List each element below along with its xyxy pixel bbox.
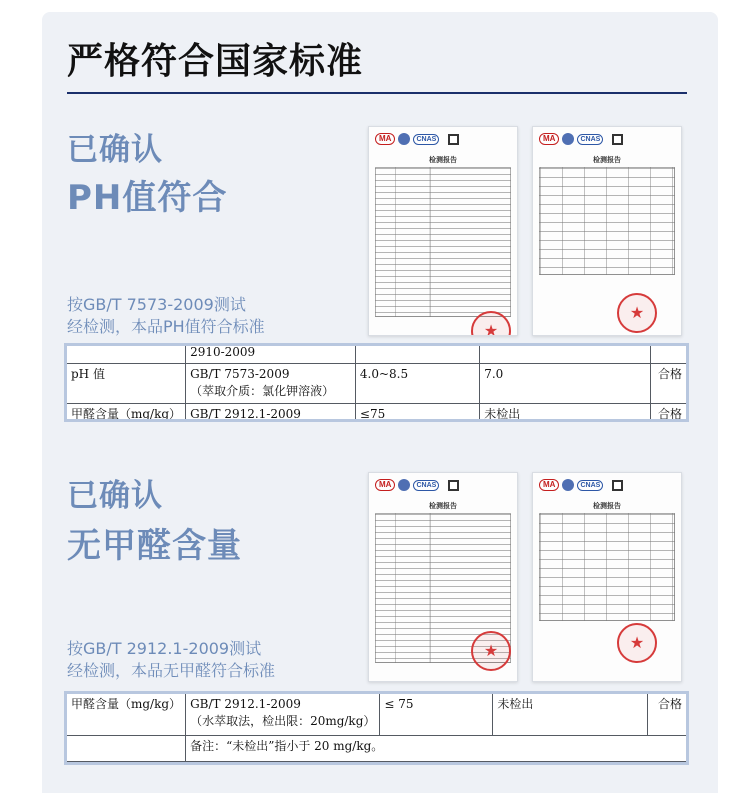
section2-title-small: 已确认 xyxy=(67,478,163,514)
section2-report-right xyxy=(532,472,682,682)
table-cell xyxy=(355,345,479,364)
table-cell xyxy=(67,736,186,762)
table-cell-verdict: 合格 xyxy=(651,404,687,421)
report-title: 检测报告 xyxy=(593,502,621,510)
ma-logo-icon: MA xyxy=(539,133,559,145)
qr-code-icon xyxy=(612,480,623,491)
section1-description xyxy=(67,294,265,338)
stamp-icon xyxy=(617,623,657,663)
cert-logos xyxy=(375,479,459,491)
section1-title-big: PH值符合 xyxy=(67,178,228,218)
cnas-logo-icon: CNAS xyxy=(413,480,439,491)
page-heading: 严格符合国家标准 xyxy=(67,41,364,82)
table-row xyxy=(67,345,687,364)
ma-logo-icon: MA xyxy=(375,479,395,491)
table-row xyxy=(67,364,687,404)
table-cell-limit: ≤ 75 xyxy=(380,694,493,736)
qr-code-icon xyxy=(448,134,459,145)
section2-table-crop xyxy=(66,693,687,763)
table-cell-standard xyxy=(186,694,380,736)
report-table-image xyxy=(375,167,511,317)
table-cell-result: 未检出 xyxy=(480,404,651,421)
table-row xyxy=(67,736,687,762)
table-cell xyxy=(480,345,651,364)
section1-desc-line1: 按GB/T 7573-2009测试 xyxy=(67,295,246,314)
section2-description xyxy=(67,638,275,682)
standard-line2: （萃取介质：氯化钾溶液） xyxy=(190,384,335,398)
cnas-logo-icon: CNAS xyxy=(577,480,603,491)
table-note: 备注：“未检出”指小于 20 mg/kg。 xyxy=(186,736,687,762)
table-row xyxy=(67,404,687,421)
cert-logos xyxy=(375,133,459,145)
table-cell-verdict: 合格 xyxy=(647,694,686,736)
cnas-logo-icon: CNAS xyxy=(413,134,439,145)
report-table-image xyxy=(539,167,675,275)
section1-report-left xyxy=(368,126,518,336)
standard-line2: （水萃取法，检出限：20mg/kg） xyxy=(190,714,376,728)
ilac-logo-icon xyxy=(562,133,574,145)
report-title: 检测报告 xyxy=(429,156,457,164)
stamp-icon xyxy=(617,293,657,333)
ilac-logo-icon xyxy=(398,479,410,491)
table-cell-result: 7.0 xyxy=(480,364,651,404)
section2-desc-line2: 经检测，本品无甲醛符合标准 xyxy=(67,661,276,680)
section1-test-table xyxy=(66,345,687,420)
ma-logo-icon: MA xyxy=(539,479,559,491)
table-cell-verdict: 合格 xyxy=(651,364,687,404)
stamp-icon xyxy=(471,631,511,671)
table-cell-limit: ≤75 xyxy=(355,404,479,421)
section1-table-crop xyxy=(66,345,687,420)
report-title: 检测报告 xyxy=(429,502,457,510)
cert-logos xyxy=(539,133,623,145)
section1-desc-line2: 经检测，本品PH值符合标准 xyxy=(67,317,265,336)
section1-report-right xyxy=(532,126,682,336)
table-cell-limit: 4.0~8.5 xyxy=(355,364,479,404)
section1-title-small: 已确认 xyxy=(67,132,163,168)
standard-line1: GB/T 7573-2009 xyxy=(190,367,290,381)
table-row xyxy=(67,694,687,736)
section2-desc-line1: 按GB/T 2912.1-2009测试 xyxy=(67,639,262,658)
cert-logos xyxy=(539,479,623,491)
table-cell-result: 未检出 xyxy=(493,694,648,736)
section2-report-left xyxy=(368,472,518,682)
table-cell: 2910-2009 xyxy=(186,345,356,364)
table-cell xyxy=(67,345,186,364)
section2-title-big: 无甲醛含量 xyxy=(67,526,242,566)
table-cell-item: pH 值 xyxy=(67,364,186,404)
table-cell-item: 甲醛含量（mg/kg） xyxy=(67,404,186,421)
qr-code-icon xyxy=(612,134,623,145)
qr-code-icon xyxy=(448,480,459,491)
standard-line1: GB/T 2912.1-2009 xyxy=(190,697,301,711)
table-cell-standard xyxy=(186,364,356,404)
table-cell-item: 甲醛含量（mg/kg） xyxy=(67,694,186,736)
ilac-logo-icon xyxy=(398,133,410,145)
ilac-logo-icon xyxy=(562,479,574,491)
heading-divider xyxy=(67,92,687,94)
report-title: 检测报告 xyxy=(593,156,621,164)
table-cell-standard: GB/T 2912.1-2009 xyxy=(186,404,356,421)
report-table-image xyxy=(539,513,675,621)
section2-test-table xyxy=(66,693,687,762)
table-cell xyxy=(651,345,687,364)
ma-logo-icon: MA xyxy=(375,133,395,145)
cnas-logo-icon: CNAS xyxy=(577,134,603,145)
